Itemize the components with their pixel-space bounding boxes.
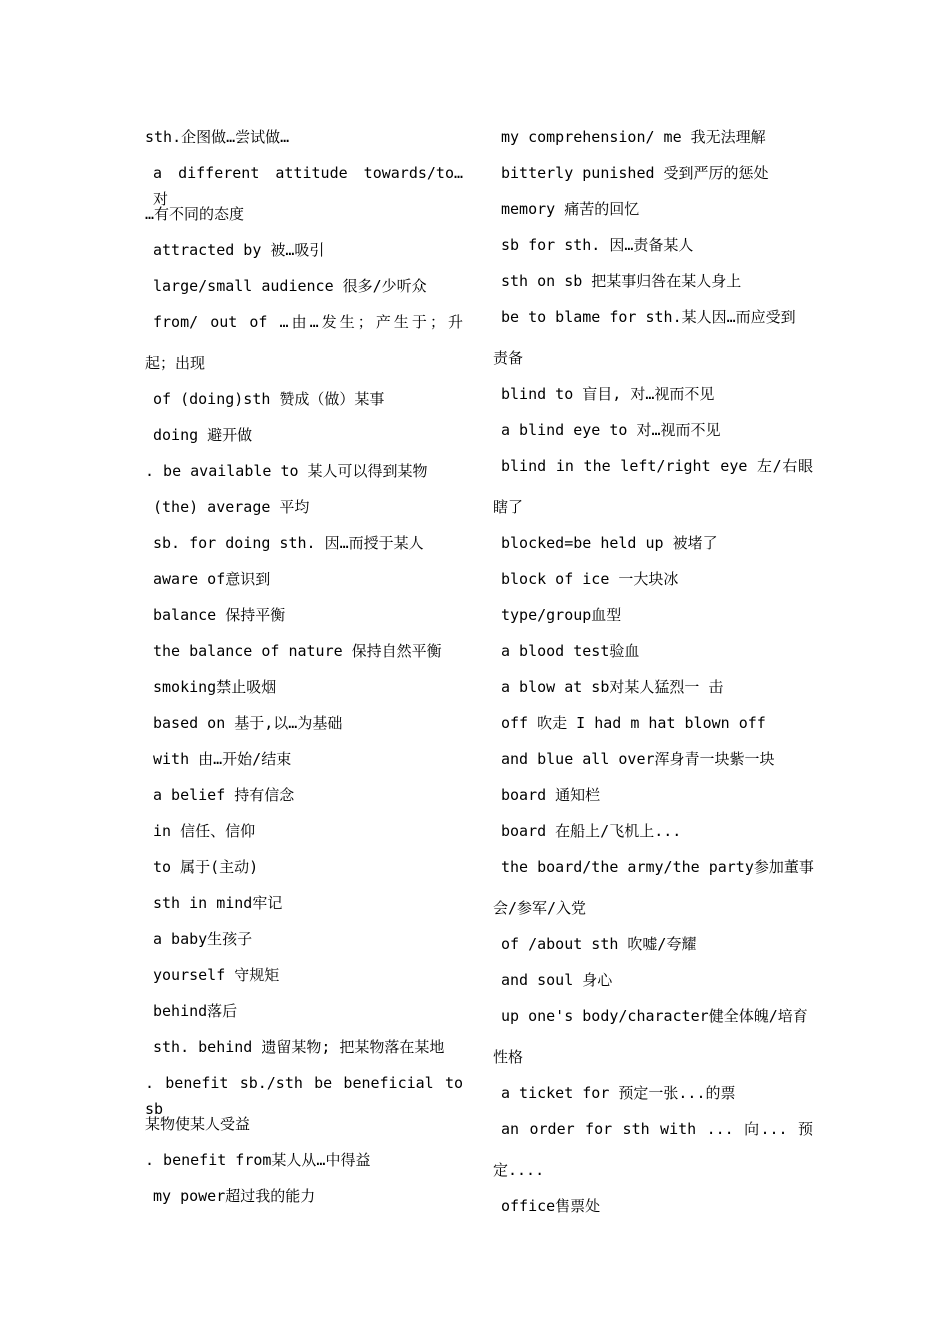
left-entry-line: sb. for doing sth. 因…而授于某人 bbox=[153, 534, 424, 552]
left-column bbox=[145, 124, 463, 1219]
right-entry-line: 性格 bbox=[493, 1048, 524, 1066]
left-entry-line: the balance of nature 保持自然平衡 bbox=[153, 642, 442, 660]
left-entry-line: . be available to 某人可以得到某物 bbox=[145, 462, 428, 480]
left-entry-line: with 由…开始/结束 bbox=[153, 750, 292, 768]
left-entry-line: a different attitude towards/to… 对 bbox=[153, 164, 463, 208]
right-entry-line: blocked=be held up 被堵了 bbox=[501, 534, 718, 552]
left-entry-line: . benefit from某人从…中得益 bbox=[145, 1151, 371, 1169]
right-entry-line: the board/the army/the party参加董事 bbox=[501, 858, 814, 876]
right-entry-line: off 吹走 I had m hat blown off bbox=[501, 714, 766, 732]
right-entry-line: bitterly punished 受到严厉的惩处 bbox=[501, 164, 769, 182]
right-entry-line: a blow at sb对某人猛烈一 击 bbox=[501, 678, 724, 696]
right-entry-line: of /about sth 吹嘘/夸耀 bbox=[501, 935, 697, 953]
left-entry-line: to 属于(主动) bbox=[153, 858, 259, 876]
left-entry-line: 某物使某人受益 bbox=[145, 1115, 251, 1133]
right-entry-line: be to blame for sth.某人因…而应受到 bbox=[501, 308, 796, 326]
right-entry-line: a blind eye to 对…视而不见 bbox=[501, 421, 721, 439]
left-entry-line: of (doing)sth 赞成（做）某事 bbox=[153, 390, 385, 408]
right-entry-line: blind in the left/right eye 左/右眼 bbox=[501, 457, 813, 475]
left-entry-line: large/small audience 很多/少听众 bbox=[153, 277, 427, 295]
right-entry-line: board 在船上/飞机上... bbox=[501, 822, 682, 840]
right-entry-line: up one's body/character健全体魄/培育 bbox=[501, 1007, 808, 1025]
left-entry-line: my power超过我的能力 bbox=[153, 1187, 316, 1205]
left-entry-line: yourself 守规矩 bbox=[153, 966, 280, 984]
right-column bbox=[493, 124, 813, 1229]
left-entry-line: aware of意识到 bbox=[153, 570, 271, 588]
right-entry-line: 定.... bbox=[493, 1161, 545, 1179]
right-entry-line: sb for sth. 因…责备某人 bbox=[501, 236, 694, 254]
right-entry-line: office售票处 bbox=[501, 1197, 601, 1215]
right-entry-line: an order for sth with ... 向... 预 bbox=[501, 1120, 813, 1138]
right-entry-line: block of ice 一大块冰 bbox=[501, 570, 679, 588]
right-entry-line: blind to 盲目, 对…视而不见 bbox=[501, 385, 715, 403]
right-entry-line: sth on sb 把某事归咎在某人身上 bbox=[501, 272, 742, 290]
left-entry-line: a baby生孩子 bbox=[153, 930, 253, 948]
right-entry-line: board 通知栏 bbox=[501, 786, 601, 804]
left-entry-line: a belief 持有信念 bbox=[153, 786, 295, 804]
left-entry-line: 起；出现 bbox=[145, 354, 206, 372]
right-entry-line: and soul 身心 bbox=[501, 971, 613, 989]
right-entry-line: 责备 bbox=[493, 349, 524, 367]
left-entry-line: doing 避开做 bbox=[153, 426, 253, 444]
left-entry-line: in 信任、信仰 bbox=[153, 822, 256, 840]
left-entry-line: . benefit sb./sth be beneficial to sb bbox=[145, 1074, 463, 1118]
left-entry-line: sth in mind牢记 bbox=[153, 894, 283, 912]
left-entry-line: based on 基于,以…为基础 bbox=[153, 714, 343, 732]
left-entry-line: …有不同的态度 bbox=[145, 205, 245, 223]
left-entry-line: balance 保持平衡 bbox=[153, 606, 286, 624]
left-entry-line: smoking禁止吸烟 bbox=[153, 678, 277, 696]
right-entry-line: and blue all over浑身青一块紫一块 bbox=[501, 750, 775, 768]
right-entry-line: a blood test验血 bbox=[501, 642, 640, 660]
left-entry-line: behind落后 bbox=[153, 1002, 238, 1020]
right-entry-line: memory 痛苦的回忆 bbox=[501, 200, 640, 218]
right-entry-line: my comprehension/ me 我无法理解 bbox=[501, 128, 766, 146]
right-entry-line: 会/参军/入党 bbox=[493, 899, 587, 917]
left-entry-line: sth. behind 遗留某物; 把某物落在某地 bbox=[153, 1038, 445, 1056]
left-entry-line: (the) average 平均 bbox=[153, 498, 310, 516]
right-entry-line: type/group血型 bbox=[501, 606, 622, 624]
left-entry-line: attracted by 被…吸引 bbox=[153, 241, 325, 259]
right-entry-line: 瞎了 bbox=[493, 498, 524, 516]
right-entry-line: a ticket for 预定一张...的票 bbox=[501, 1084, 736, 1102]
left-entry-line: sth.企图做…尝试做… bbox=[145, 128, 290, 146]
left-entry-line: from/ out of …由…发生；产生于；升 bbox=[153, 313, 463, 331]
